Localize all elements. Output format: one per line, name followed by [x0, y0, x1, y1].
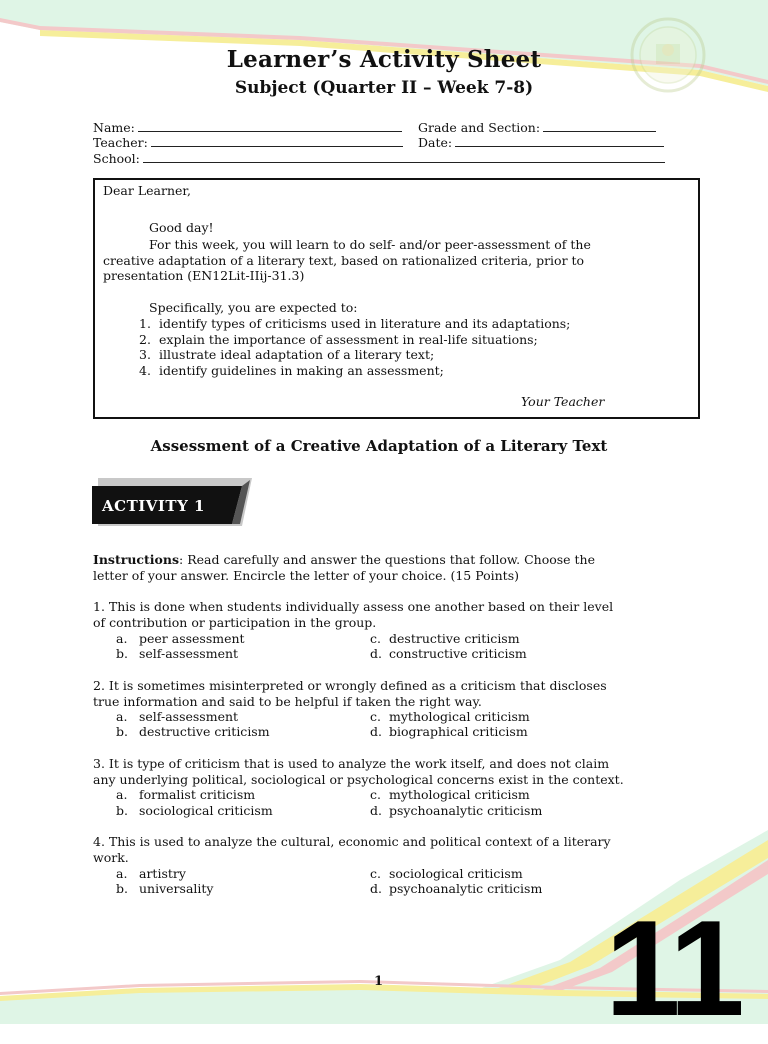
sheet-title: Learner’s Activity Sheet	[226, 46, 542, 73]
question-1-option-d: constructive criticism	[389, 646, 527, 661]
objective-number: 3.	[139, 347, 151, 362]
question-2-option-c: mythological criticism	[389, 709, 530, 724]
option-letter[interactable]: b.	[116, 881, 128, 896]
grade-section-field-row	[418, 119, 656, 135]
name-label: Name:	[93, 120, 135, 135]
question-1-option-c: destructive criticism	[389, 631, 520, 646]
letter-signature: Your Teacher	[521, 394, 605, 409]
option-letter[interactable]: d.	[370, 646, 382, 661]
option-letter[interactable]: c.	[370, 866, 381, 881]
option-letter[interactable]: d.	[370, 724, 382, 739]
activity-label: ACTIVITY 1	[102, 497, 205, 515]
question-2-option-d: biographical criticism	[389, 724, 528, 739]
letter-box	[93, 178, 700, 419]
instructions-line2: letter of your answer. Encircle the letter of your choice. (15 Points)	[93, 568, 519, 583]
option-letter[interactable]: a.	[116, 787, 128, 802]
school-blank[interactable]	[143, 150, 665, 163]
instructions-text: : Read carefully and answer the questions that follow. Choose the	[179, 552, 596, 567]
question-3-option-c: mythological criticism	[389, 787, 530, 802]
question-2-option-a: self-assessment	[139, 709, 239, 724]
question-1-option-b: self-assessment	[139, 646, 239, 661]
question-1-line1: 1. This is done when students individually assess one another based on their level	[93, 599, 614, 614]
option-letter[interactable]: a.	[116, 709, 128, 724]
letter-good-day: Good day!	[149, 220, 214, 235]
option-letter[interactable]: b.	[116, 803, 128, 818]
question-1-line2: of contribution or participation in the group.	[93, 615, 377, 630]
option-letter[interactable]: a.	[116, 866, 128, 881]
option-letter[interactable]: b.	[116, 646, 128, 661]
instructions-label: Instructions	[93, 552, 180, 567]
letter-expected: Specifically, you are expected to:	[149, 300, 358, 315]
question-4-option-c: sociological criticism	[389, 866, 523, 881]
question-4-option-d: psychoanalytic criticism	[389, 881, 543, 896]
option-letter[interactable]: b.	[116, 724, 128, 739]
school-field-row	[93, 150, 665, 166]
school-label: School:	[93, 151, 140, 166]
question-4-line1: 4. This is used to analyze the cultural, economic and political context of a literary	[93, 834, 611, 849]
question-2-line1: 2. It is sometimes misinterpreted or wrongly defined as a criticism that discloses	[93, 678, 607, 693]
option-letter[interactable]: c.	[370, 631, 381, 646]
date-label: Date:	[418, 135, 453, 150]
option-letter[interactable]: d.	[370, 881, 382, 896]
option-letter[interactable]: d.	[370, 803, 382, 818]
grade-level-number: 11	[605, 892, 741, 1044]
question-4-option-b: universality	[139, 881, 214, 896]
objective-item: illustrate ideal adaptation of a literary text;	[159, 347, 435, 362]
name-blank[interactable]	[138, 119, 402, 132]
question-2-option-b: destructive criticism	[139, 724, 270, 739]
question-4-option-a: artistry	[139, 866, 186, 881]
sheet-subtitle: Subject (Quarter II – Week 7-8)	[234, 78, 534, 98]
question-3-option-b: sociological criticism	[139, 803, 273, 818]
question-2-line2: true information and said to be helpful if taken the right way.	[93, 694, 482, 709]
question-3-option-a: formalist criticism	[139, 787, 256, 802]
objective-item: identify types of criticisms used in literature and its adaptations;	[159, 316, 571, 331]
grade-section-blank[interactable]	[543, 119, 656, 132]
option-letter[interactable]: c.	[370, 709, 381, 724]
activity-tab	[92, 476, 262, 532]
teacher-blank[interactable]	[151, 134, 403, 147]
date-blank[interactable]	[455, 134, 664, 147]
grade-section-label: Grade and Section:	[418, 120, 541, 135]
question-3-line2: any underlying political, sociological or psychological concerns exist in the context.	[93, 772, 624, 787]
objective-number: 1.	[139, 316, 151, 331]
page-number: 1	[374, 974, 384, 989]
question-3-line1: 3. It is type of criticism that is used to analyze the work itself, and does not claim	[93, 756, 610, 771]
letter-greeting: Dear Learner,	[103, 183, 191, 198]
letter-intro-line3: presentation (EN12Lit-IIij-31.3)	[103, 268, 305, 283]
objective-number: 2.	[139, 332, 151, 347]
objective-number: 4.	[139, 363, 151, 378]
option-letter[interactable]: a.	[116, 631, 128, 646]
question-4-line2: work.	[93, 850, 129, 865]
teacher-label: Teacher:	[93, 135, 148, 150]
objective-item: explain the importance of assessment in real-life situations;	[159, 332, 538, 347]
instructions-line1	[93, 552, 595, 568]
question-1-option-a: peer assessment	[139, 631, 245, 646]
objective-item: identify guidelines in making an assessment;	[159, 363, 444, 378]
teacher-field-row	[93, 134, 403, 150]
question-3-option-d: psychoanalytic criticism	[389, 803, 543, 818]
letter-intro-line2: creative adaptation of a literary text, based on rationalized criteria, prior to	[103, 253, 585, 268]
letter-intro-line1: For this week, you will learn to do self- and/or peer-assessment of the	[149, 237, 591, 252]
name-field-row	[93, 119, 402, 135]
option-letter[interactable]: c.	[370, 787, 381, 802]
date-field-row	[418, 134, 664, 150]
section-heading: Assessment of a Creative Adaptation of a Literary Text	[150, 437, 608, 455]
